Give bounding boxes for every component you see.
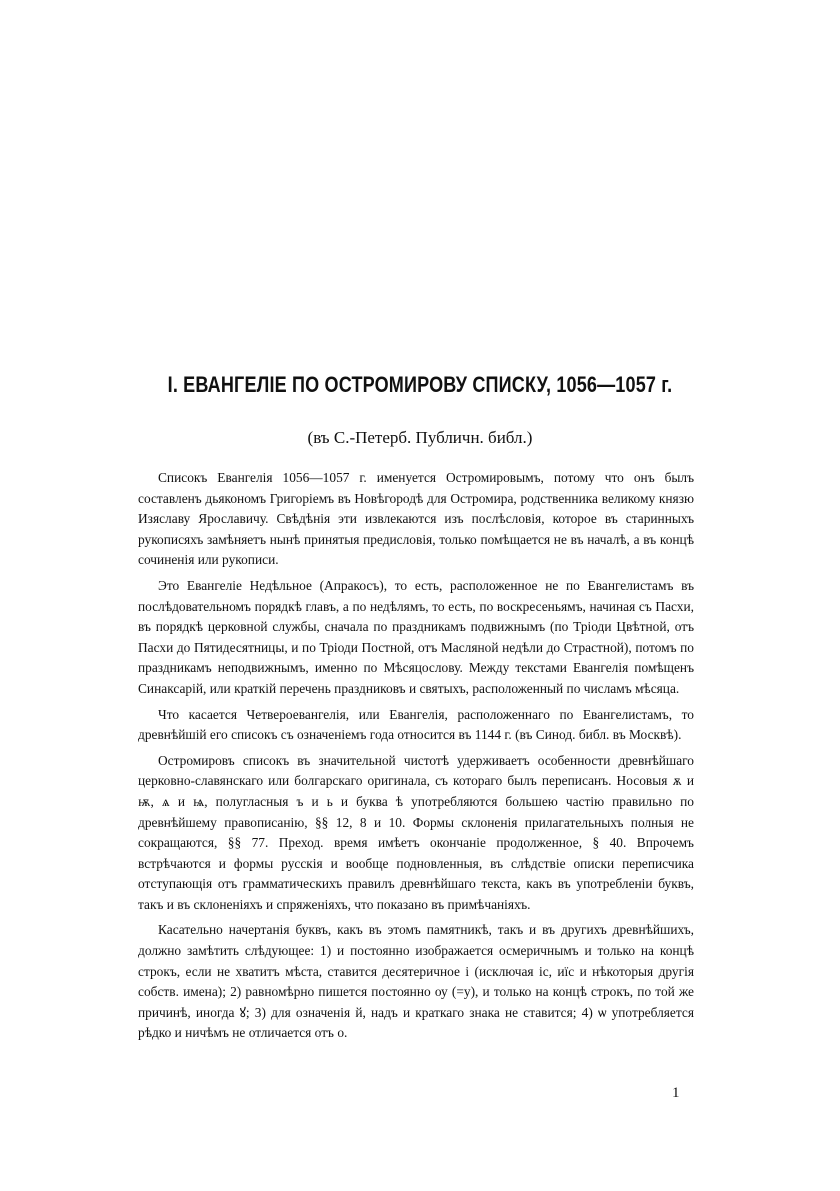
page-number: 1 (672, 1085, 680, 1101)
body-text (138, 468, 694, 1044)
paragraph: Остромировъ списокъ въ значительной чистотѣ удерживаетъ особенности древнѣйшаго церковно-славянскаго или болгарскаго оригинала, съ котораго былъ переписанъ. Носовыя ѫ и ѭ, ѧ и ѩ, полугласныя ъ и ь и буква ѣ употребляются большею частію правильно по древнѣйшему правописанію, §§ 12, 8 и 10. Формы склоненія прилагательныхъ полныя не сокращаются, §§ 77. Преход. время имѣетъ окончаніе продолженное, § 40. Впрочемъ встрѣчаются и формы русскія и вообще подновленныя, въ слѣдствіе описки переписчика отступающія отъ грамматическихъ правилъ древнѣйшаго текста, какъ въ употребленіи буквъ, такъ и въ склоненіяхъ и спряженіяхъ, что показано въ примѣчаніяхъ. (138, 752, 694, 912)
page-subtitle: (въ С.-Петерб. Публичн. библ.) (307, 428, 533, 447)
paragraph: Это Евангеліе Недѣльное (Апракосъ), то есть, расположенное не по Евангелистамъ въ послѣдовательномъ порядкѣ главъ, а по недѣлямъ, то есть, по воскресеньямъ, начиная съ Пасхи, въ порядкѣ церковной службы, сначала по праздникамъ подвижнымъ (по Тріоди Цвѣтной, отъ Пасхи до Пятидесятницы, и по Тріоди Постной, отъ Масляной недѣли до Страстной), потомъ по праздникамъ неподвижнымъ, именно по Мѣсяцослову. Между текстами Евангелія помѣщенъ Синаксарій, или краткій перечень праздниковъ и святыхъ, расположенный по числамъ мѣсяца. (138, 577, 694, 696)
paragraph: Касательно начертанія буквъ, какъ въ этомъ памятникѣ, такъ и въ другихъ древнѣйшихъ, должно замѣтить слѣдующее: 1) и постоянно изображается осмеричнымъ и только на концѣ строкъ, если не хватитъ мѣста, ставится десятеричное і (исключая іс, иїс и нѣкоторыя другія собств. имена); 2) равномѣрно пишется постоянно оу (=у), и только на концѣ строкъ, по той же причинѣ, иногда ꙋ; 3) для означенія й, надъ и краткаго знака не ставится; 4) ѡ употребляется рѣдко и ничѣмъ не отличается отъ о. (138, 922, 694, 1041)
paragraph: Что касается Четвероевангелія, или Евангелія, расположеннаго по Евангелистамъ, то древнѣйшій его списокъ съ означеніемъ года относится въ 1144 г. (въ Синод. библ. въ Москвѣ). (138, 706, 694, 743)
paragraph: Списокъ Евангелія 1056—1057 г. именуется Остромировымъ, потому что онъ былъ составленъ дьякономъ Григоріемъ въ Новѣгородѣ для Остромира, родственника великому князю Изяславу Ярославичу. Свѣдѣнія эти извлекаются изъ послѣсловія, которое въ старинныхъ рукописяхъ замѣняетъ нынѣ принятыя предисловія, только помѣщается не въ началѣ, а въ концѣ сочиненія или рукописи. (138, 470, 694, 568)
page-title: І. ЕВАНГЕЛІЕ ПО ОСТРОМИРОВУ СПИСКУ, 1056—1057 г. (167, 372, 673, 397)
